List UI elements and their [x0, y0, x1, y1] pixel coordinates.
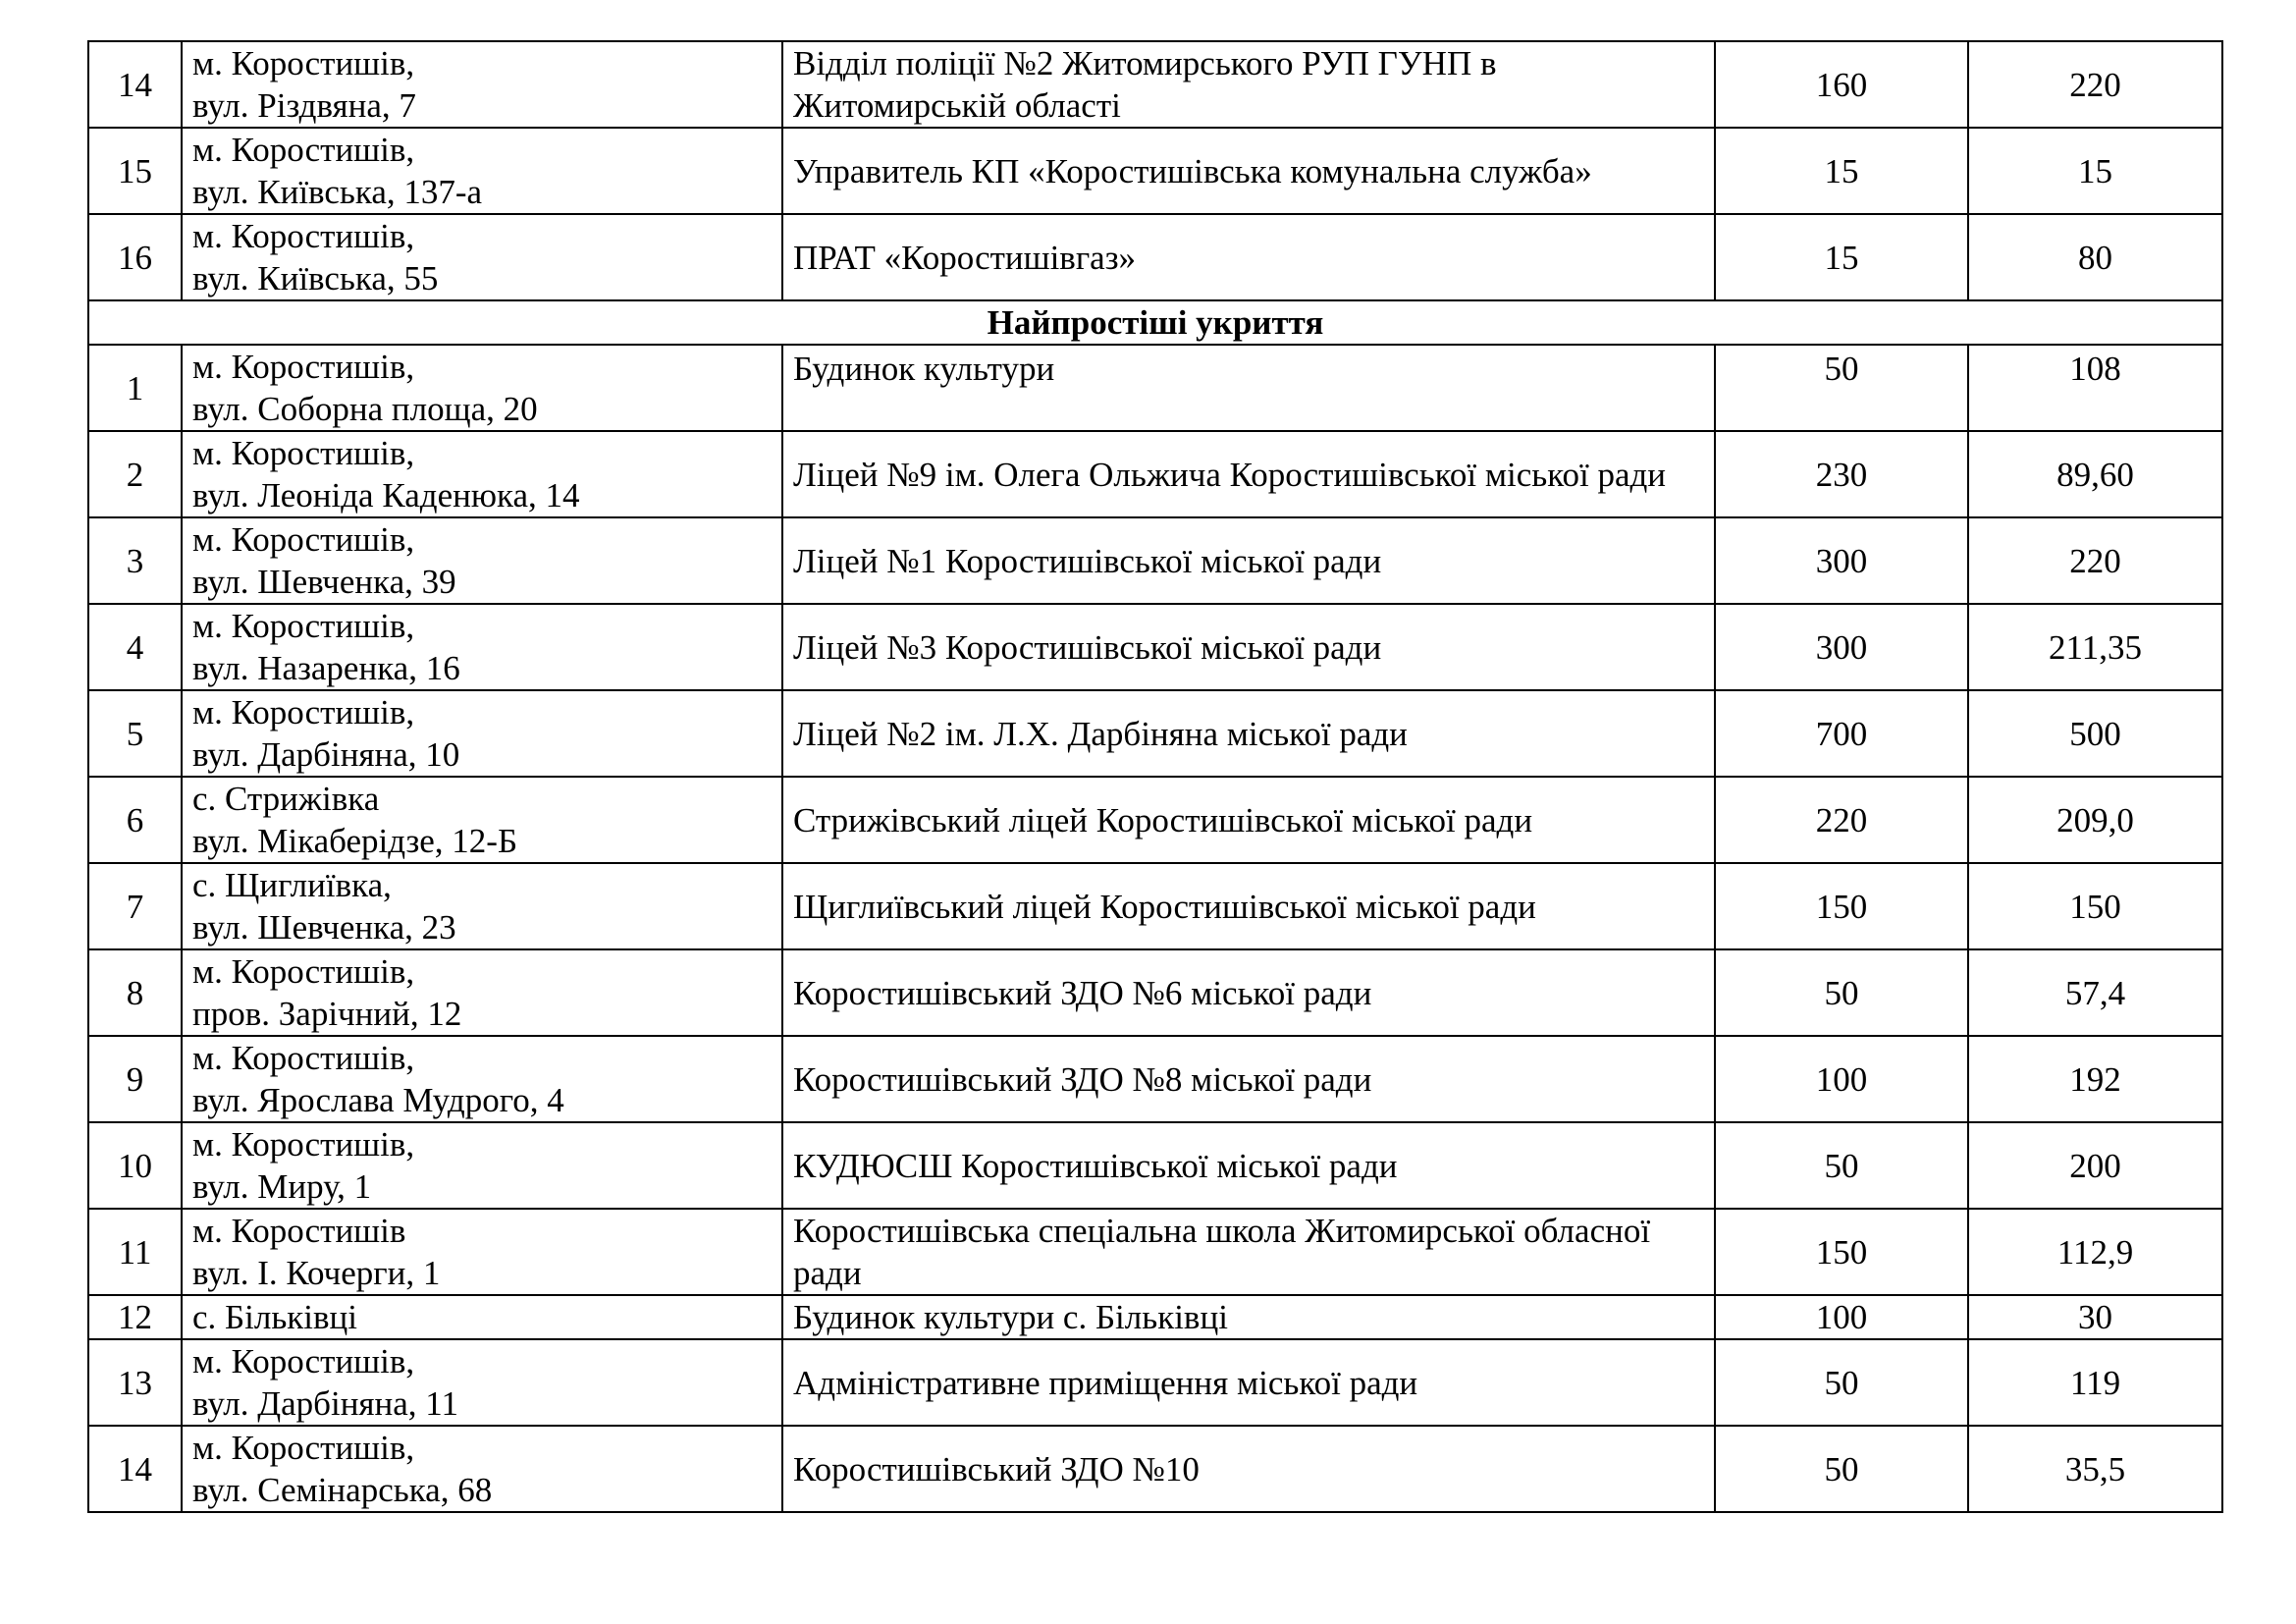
table-row: [88, 214, 2222, 300]
table-row: [88, 1122, 2222, 1209]
area-value: 57,4: [1968, 949, 2222, 1036]
facility-name: Будинок культури: [782, 345, 1715, 431]
address-cell: [182, 777, 782, 863]
row-number: 5: [88, 690, 182, 777]
address-cell: [182, 1209, 782, 1295]
facility-name: Щиглиївський ліцей Коростишівської міської ради: [782, 863, 1715, 949]
area-value: 15: [1968, 128, 2222, 214]
address-line-1: м. Коростишів,: [192, 520, 415, 559]
address-line-1: м. Коростишів,: [192, 1125, 415, 1164]
rows-before-section: [88, 41, 2222, 300]
table-row: [88, 1426, 2222, 1512]
capacity-value: 700: [1715, 690, 1968, 777]
address-cell: [182, 214, 782, 300]
address-line-2: вул. Назаренка, 16: [192, 649, 460, 687]
address-line-2: вул. Ярослава Мудрого, 4: [192, 1081, 564, 1119]
address-cell: [182, 431, 782, 517]
area-value: 209,0: [1968, 777, 2222, 863]
area-value: 80: [1968, 214, 2222, 300]
table-row: [88, 1209, 2222, 1295]
capacity-value: 50: [1715, 345, 1968, 431]
capacity-value: 50: [1715, 1122, 1968, 1209]
table-row: [88, 517, 2222, 604]
facility-name: Стрижівський ліцей Коростишівської міської ради: [782, 777, 1715, 863]
facility-name: Ліцей №1 Коростишівської міської ради: [782, 517, 1715, 604]
facility-name: Ліцей №3 Коростишівської міської ради: [782, 604, 1715, 690]
area-value: 89,60: [1968, 431, 2222, 517]
address-line-1: м. Коростишів: [192, 1212, 406, 1250]
table-row: [88, 128, 2222, 214]
rows-after-section: [88, 345, 2222, 1512]
facility-name: КУДЮСШ Коростишівської міської ради: [782, 1122, 1715, 1209]
address-line-1: м. Коростишів,: [192, 217, 415, 255]
facility-name: Ліцей №2 ім. Л.Х. Дарбіняна міської ради: [782, 690, 1715, 777]
shelter-table: [87, 40, 2223, 1513]
capacity-value: 15: [1715, 214, 1968, 300]
section-title: Найпростіші укриття: [88, 300, 2222, 345]
area-value: 200: [1968, 1122, 2222, 1209]
section-header-row: [88, 300, 2222, 345]
address-line-2: вул. Дарбіняна, 10: [192, 735, 460, 774]
row-number: 6: [88, 777, 182, 863]
section-header-group: [88, 300, 2222, 345]
table-row: [88, 690, 2222, 777]
capacity-value: 300: [1715, 517, 1968, 604]
capacity-value: 160: [1715, 41, 1968, 128]
address-line-2: вул. Київська, 137-а: [192, 173, 483, 211]
address-cell: [182, 1036, 782, 1122]
table-row: [88, 41, 2222, 128]
facility-name: Коростишівський ЗДО №6 міської ради: [782, 949, 1715, 1036]
row-number: 4: [88, 604, 182, 690]
capacity-value: 15: [1715, 128, 1968, 214]
row-number: 9: [88, 1036, 182, 1122]
address-cell: [182, 41, 782, 128]
row-number: 8: [88, 949, 182, 1036]
address-cell: [182, 345, 782, 431]
facility-name: Будинок культури с. Більківці: [782, 1295, 1715, 1339]
address-line-1: м. Коростишів,: [192, 434, 415, 472]
facility-name: Коростишівський ЗДО №8 міської ради: [782, 1036, 1715, 1122]
address-line-2: пров. Зарічний, 12: [192, 995, 462, 1033]
address-line-1: м. Коростишів,: [192, 1342, 415, 1380]
area-value: 220: [1968, 41, 2222, 128]
address-line-2: вул. Шевченка, 39: [192, 563, 456, 601]
address-line-1: м. Коростишів,: [192, 1039, 415, 1077]
area-value: 211,35: [1968, 604, 2222, 690]
address-line-2: вул. Мікаберідзе, 12-Б: [192, 822, 518, 860]
capacity-value: 230: [1715, 431, 1968, 517]
table-row: [88, 863, 2222, 949]
address-cell: [182, 863, 782, 949]
area-value: 500: [1968, 690, 2222, 777]
area-value: 220: [1968, 517, 2222, 604]
row-number: 3: [88, 517, 182, 604]
address-line-1: м. Коростишів,: [192, 693, 415, 731]
capacity-value: 50: [1715, 949, 1968, 1036]
capacity-value: 100: [1715, 1036, 1968, 1122]
table-row: [88, 345, 2222, 431]
table-row: [88, 431, 2222, 517]
row-number: 12: [88, 1295, 182, 1339]
table-row: [88, 1036, 2222, 1122]
address-line-2: вул. Різдвяна, 7: [192, 86, 416, 125]
address-cell: [182, 690, 782, 777]
table-row: [88, 1295, 2222, 1339]
address-cell: [182, 517, 782, 604]
table-row: [88, 777, 2222, 863]
address-line-2: вул. Семінарська, 68: [192, 1471, 493, 1509]
address-line-1: с. Щиглиївка,: [192, 866, 392, 904]
row-number: 7: [88, 863, 182, 949]
row-number: 2: [88, 431, 182, 517]
address-line-2: вул. Шевченка, 23: [192, 908, 456, 947]
row-number: 14: [88, 41, 182, 128]
table-row: [88, 604, 2222, 690]
address-line-2: вул. Миру, 1: [192, 1167, 372, 1206]
capacity-value: 220: [1715, 777, 1968, 863]
address-line-1: с. Стрижівка: [192, 780, 380, 818]
facility-name: Адміністративне приміщення міської ради: [782, 1339, 1715, 1426]
capacity-value: 100: [1715, 1295, 1968, 1339]
area-value: 30: [1968, 1295, 2222, 1339]
facility-name: Ліцей №9 ім. Олега Ольжича Коростишівської міської ради: [782, 431, 1715, 517]
address-cell: [182, 1339, 782, 1426]
address-cell: [182, 604, 782, 690]
table-row: [88, 949, 2222, 1036]
area-value: 119: [1968, 1339, 2222, 1426]
area-value: 150: [1968, 863, 2222, 949]
address-line-1: м. Коростишів,: [192, 348, 415, 386]
capacity-value: 300: [1715, 604, 1968, 690]
row-number: 1: [88, 345, 182, 431]
address-cell: [182, 128, 782, 214]
area-value: 108: [1968, 345, 2222, 431]
row-number: 14: [88, 1426, 182, 1512]
address-line-2: вул. Дарбіняна, 11: [192, 1384, 458, 1423]
row-number: 11: [88, 1209, 182, 1295]
address-cell: [182, 1122, 782, 1209]
capacity-value: 150: [1715, 863, 1968, 949]
row-number: 10: [88, 1122, 182, 1209]
row-number: 13: [88, 1339, 182, 1426]
area-value: 35,5: [1968, 1426, 2222, 1512]
facility-name: Коростишівська спеціальна школа Житомирської обласної ради: [782, 1209, 1715, 1295]
address-line-1: м. Коростишів,: [192, 131, 415, 169]
facility-name: Коростишівський ЗДО №10: [782, 1426, 1715, 1512]
address-line-1: м. Коростишів,: [192, 44, 415, 82]
address-line-1: м. Коростишів,: [192, 607, 415, 645]
address-cell: [182, 949, 782, 1036]
area-value: 112,9: [1968, 1209, 2222, 1295]
address-line-1: м. Коростишів,: [192, 952, 415, 991]
facility-name: Управитель КП «Коростишівська комунальна служба»: [782, 128, 1715, 214]
capacity-value: 50: [1715, 1426, 1968, 1512]
address-line-2: вул. Соборна площа, 20: [192, 390, 538, 428]
address-line-2: вул. Київська, 55: [192, 259, 439, 298]
address-cell: [182, 1295, 782, 1339]
table-row: [88, 1339, 2222, 1426]
address-line-2: вул. І. Кочерги, 1: [192, 1254, 441, 1292]
facility-name: ПРАТ «Коростишівгаз»: [782, 214, 1715, 300]
row-number: 16: [88, 214, 182, 300]
area-value: 192: [1968, 1036, 2222, 1122]
capacity-value: 150: [1715, 1209, 1968, 1295]
address-cell: [182, 1426, 782, 1512]
capacity-value: 50: [1715, 1339, 1968, 1426]
address-line-1: м. Коростишів,: [192, 1429, 415, 1467]
address-line-2: вул. Леоніда Каденюка, 14: [192, 476, 580, 514]
address-line-1: с. Більківці: [192, 1298, 357, 1336]
facility-name: Відділ поліції №2 Житомирського РУП ГУНП в Житомирській області: [782, 41, 1715, 128]
row-number: 15: [88, 128, 182, 214]
